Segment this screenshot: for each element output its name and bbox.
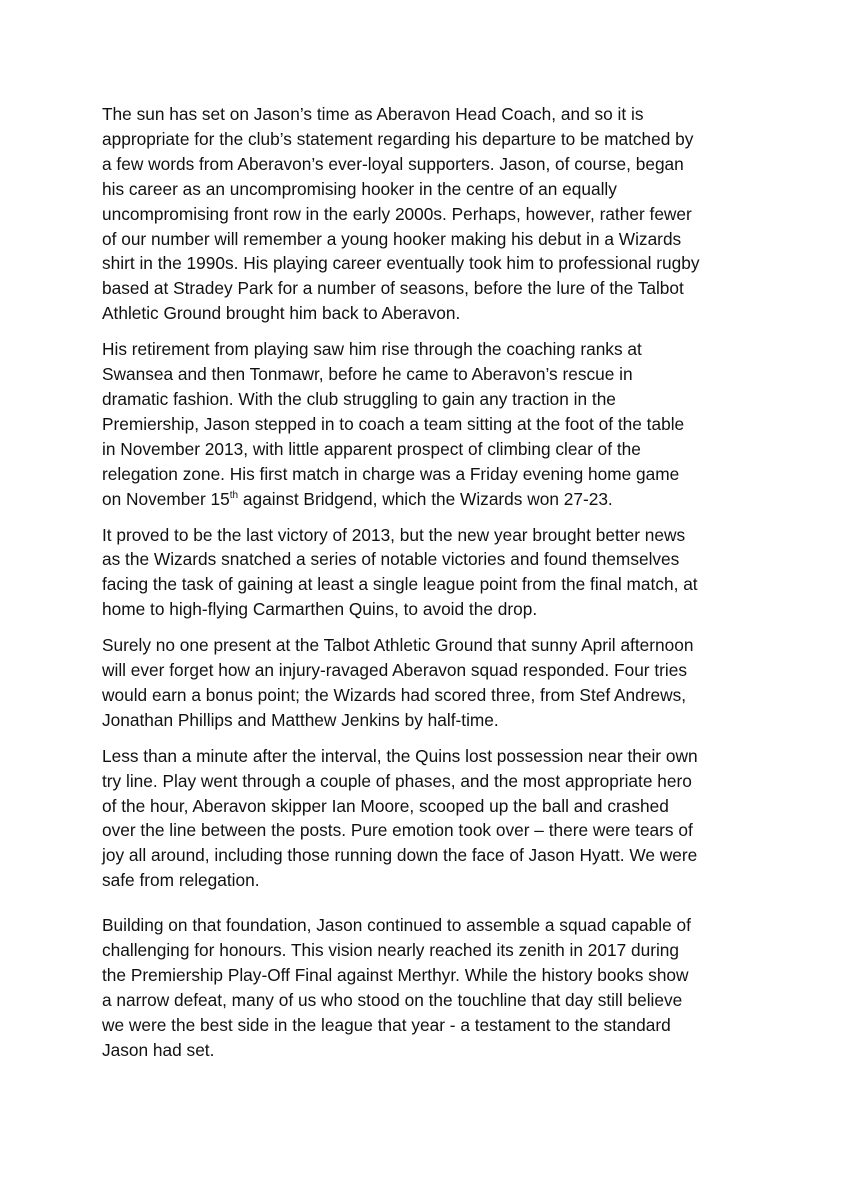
text-line: shirt in the 1990s. His playing career eventually took him to professional rugby xyxy=(102,253,700,274)
paragraph-2 xyxy=(102,337,754,511)
text-line: will ever forget how an injury-ravaged Aberavon squad responded. Four tries xyxy=(102,660,688,681)
ordinal-superscript: th xyxy=(229,489,239,501)
paragraph-6 xyxy=(102,913,754,1062)
paragraph-4 xyxy=(102,633,754,733)
text-line: challenging for honours. This vision nearly reached its zenith in 2017 during xyxy=(102,940,680,961)
text-line: his career as an uncompromising hooker in the centre of an equally xyxy=(102,178,617,199)
article-body xyxy=(102,102,754,1063)
text-line: Less than a minute after the interval, the Quins lost possession near their own xyxy=(102,745,698,766)
text-line: facing the task of gaining at least a single league point from the final match, at xyxy=(102,574,698,595)
text-line: It proved to be the last victory of 2013, but the new year brought better news xyxy=(102,524,686,545)
text-line: over the line between the posts. Pure emotion took over – there were tears of xyxy=(102,820,693,841)
text-line: a few words from Aberavon’s ever-loyal supporters. Jason, of course, began xyxy=(102,153,684,174)
text-line: The sun has set on Jason’s time as Aberavon Head Coach, and so it is xyxy=(102,104,644,124)
text-line-with-ordinal xyxy=(102,487,754,512)
text-fragment: on November 15 xyxy=(102,488,230,509)
text-line: Premiership, Jason stepped in to coach a team sitting at the foot of the table xyxy=(102,413,685,434)
text-line: the Premiership Play-Off Final against Merthyr. While the history books show xyxy=(102,965,689,985)
text-line: Building on that foundation, Jason continued to assemble a squad capable of xyxy=(102,915,691,936)
text-line: dramatic fashion. With the club struggling to gain any traction in the xyxy=(102,388,616,409)
text-line: relegation zone. His first match in charge was a Friday evening home game xyxy=(102,463,680,484)
text-line: we were the best side in the league that year - a testament to the standard xyxy=(102,1014,671,1035)
text-line: try line. Play went through a couple of phases, and the most appropriate hero xyxy=(102,770,692,791)
text-line: Jason had set. xyxy=(102,1039,215,1060)
paragraph-1 xyxy=(102,102,754,326)
text-line: based at Stradey Park for a number of seasons, before the lure of the Talbot xyxy=(102,278,684,299)
paragraph-5 xyxy=(102,744,754,893)
text-line: as the Wizards snatched a series of notable victories and found themselves xyxy=(102,549,680,570)
text-line: in November 2013, with little apparent prospect of climbing clear of the xyxy=(102,438,641,459)
text-line: uncompromising front row in the early 2000s. Perhaps, however, rather fewer xyxy=(102,203,692,224)
text-line: Swansea and then Tonmawr, before he came to Aberavon’s rescue in xyxy=(102,364,633,385)
text-line: His retirement from playing saw him rise through the coaching ranks at xyxy=(102,339,642,360)
paragraph-3 xyxy=(102,523,754,623)
text-line: joy all around, including those running down the face of Jason Hyatt. We were xyxy=(102,845,698,866)
text-fragment: against Bridgend, which the Wizards won 27-23. xyxy=(238,488,613,509)
text-line: Athletic Ground brought him back to Aberavon. xyxy=(102,303,461,324)
text-line: Jonathan Phillips and Matthew Jenkins by half-time. xyxy=(102,709,499,730)
text-line: of the hour, Aberavon skipper Ian Moore, scooped up the ball and crashed xyxy=(102,795,669,816)
text-line: a narrow defeat, many of us who stood on the touchline that day still believe xyxy=(102,989,683,1010)
text-line: home to high-flying Carmarthen Quins, to avoid the drop. xyxy=(102,599,538,620)
text-line: of our number will remember a young hooker making his debut in a Wizards xyxy=(102,228,682,249)
text-line: safe from relegation. xyxy=(102,870,260,891)
text-line: appropriate for the club’s statement regarding his departure to be matched by xyxy=(102,128,694,149)
text-line: Surely no one present at the Talbot Athletic Ground that sunny April afternoon xyxy=(102,635,694,656)
text-line: would earn a bonus point; the Wizards had scored three, from Stef Andrews, xyxy=(102,684,687,705)
